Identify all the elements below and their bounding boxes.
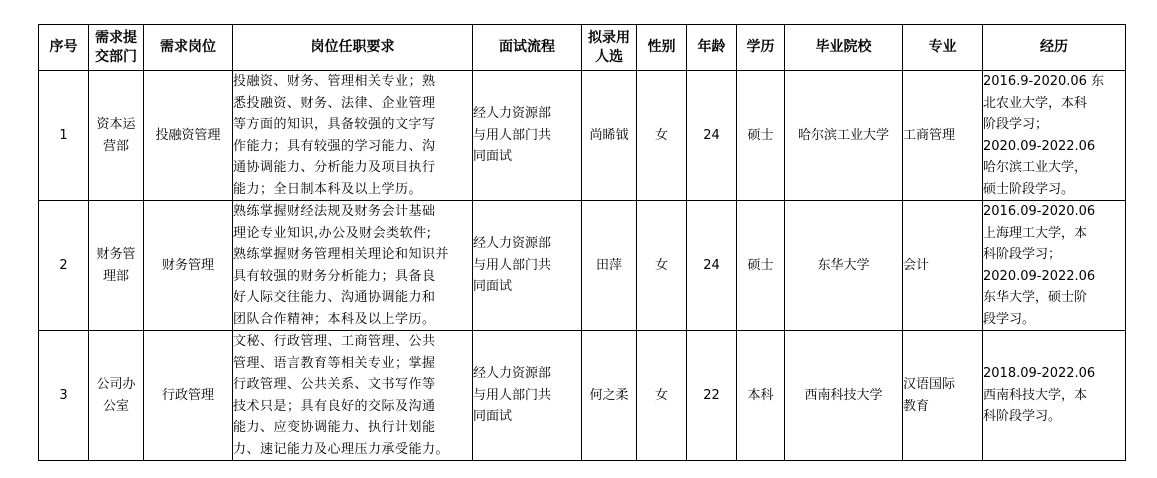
cell-school: 西南科技大学 bbox=[785, 331, 903, 461]
cell-edu: 硕士 bbox=[737, 201, 785, 331]
cell-post: 行政管理 bbox=[144, 331, 233, 461]
cell-age: 22 bbox=[687, 331, 737, 461]
cell-post: 财务管理 bbox=[144, 201, 233, 331]
cell-major: 汉语国际 教育 bbox=[903, 331, 983, 461]
cell-edu: 本科 bbox=[737, 331, 785, 461]
table-row bbox=[39, 201, 1126, 331]
header-age: 年龄 bbox=[687, 25, 737, 71]
cell-process: 经人力资源部 与用人部门共 同面试 bbox=[473, 71, 582, 201]
cell-candidate: 尚睎钺 bbox=[582, 71, 637, 201]
header-no: 序号 bbox=[39, 25, 89, 71]
cell-age: 24 bbox=[687, 201, 737, 331]
cell-dept: 资本运 营部 bbox=[89, 71, 144, 201]
cell-experience: 2016.09-2020.06 上海理工大学，本 科阶段学习； 2020.09-2022.06 东华大学，硕士阶 段学习。 bbox=[983, 201, 1126, 331]
table-row bbox=[39, 71, 1126, 201]
table-row bbox=[39, 331, 1126, 461]
header-school: 毕业院校 bbox=[785, 25, 903, 71]
header-row bbox=[39, 25, 1126, 71]
cell-dept: 公司办 公室 bbox=[89, 331, 144, 461]
header-requirements: 岗位任职要求 bbox=[233, 25, 473, 71]
candidate-table bbox=[38, 24, 1126, 461]
cell-gender: 女 bbox=[637, 201, 687, 331]
cell-no: 1 bbox=[39, 71, 89, 201]
cell-no: 3 bbox=[39, 331, 89, 461]
header-gender: 性别 bbox=[637, 25, 687, 71]
cell-process: 经人力资源部 与用人部门共 同面试 bbox=[473, 331, 582, 461]
cell-major: 工商管理 bbox=[903, 71, 983, 201]
cell-requirements: 文秘、行政管理、工商管理、公共 管理、语言教育等相关专业；掌握 行政管理、公共关系、文书写作等 技术只是；具有良好的交际及沟通 能力、应变协调能力、执行计划能 力、速记能力及心理压力承受能力。 bbox=[233, 331, 473, 461]
cell-school: 哈尔滨工业大学 bbox=[785, 71, 903, 201]
header-candidate: 拟录用 人选 bbox=[582, 25, 637, 71]
cell-edu: 硕士 bbox=[737, 71, 785, 201]
cell-post: 投融资管理 bbox=[144, 71, 233, 201]
cell-requirements: 投融资、财务、管理相关专业；熟 悉投融资、财务、法律、企业管理 等方面的知识，具备较强的文字写 作能力；具有较强的学习能力、沟 通协调能力、分析能力及项目执行 能力；全日制本科及以上学历。 bbox=[233, 71, 473, 201]
cell-experience: 2016.9-2020.06 东 北农业大学，本科 阶段学习； 2020.09-2022.06 哈尔滨工业大学， 硕士阶段学习。 bbox=[983, 71, 1126, 201]
cell-requirements: 熟练掌握财经法规及财务会计基础 理论专业知识,办公及财会类软件; 熟练掌握财务管理相关理论和知识并 具有较强的财务分析能力；具备良 好人际交往能力、沟通协调能力和 团队合作精神；本科及以上学历。 bbox=[233, 201, 473, 331]
header-dept: 需求提 交部门 bbox=[89, 25, 144, 71]
cell-experience: 2018.09-2022.06 西南科技大学，本 科阶段学习。 bbox=[983, 331, 1126, 461]
cell-no: 2 bbox=[39, 201, 89, 331]
cell-candidate: 田萍 bbox=[582, 201, 637, 331]
header-edu: 学历 bbox=[737, 25, 785, 71]
cell-school: 东华大学 bbox=[785, 201, 903, 331]
header-process: 面试流程 bbox=[473, 25, 582, 71]
header-major: 专业 bbox=[903, 25, 983, 71]
cell-age: 24 bbox=[687, 71, 737, 201]
cell-major: 会计 bbox=[903, 201, 983, 331]
cell-candidate: 何之柔 bbox=[582, 331, 637, 461]
cell-dept: 财务管 理部 bbox=[89, 201, 144, 331]
cell-gender: 女 bbox=[637, 331, 687, 461]
cell-gender: 女 bbox=[637, 71, 687, 201]
header-post: 需求岗位 bbox=[144, 25, 233, 71]
header-experience: 经历 bbox=[983, 25, 1126, 71]
cell-process: 经人力资源部 与用人部门共 同面试 bbox=[473, 201, 582, 331]
